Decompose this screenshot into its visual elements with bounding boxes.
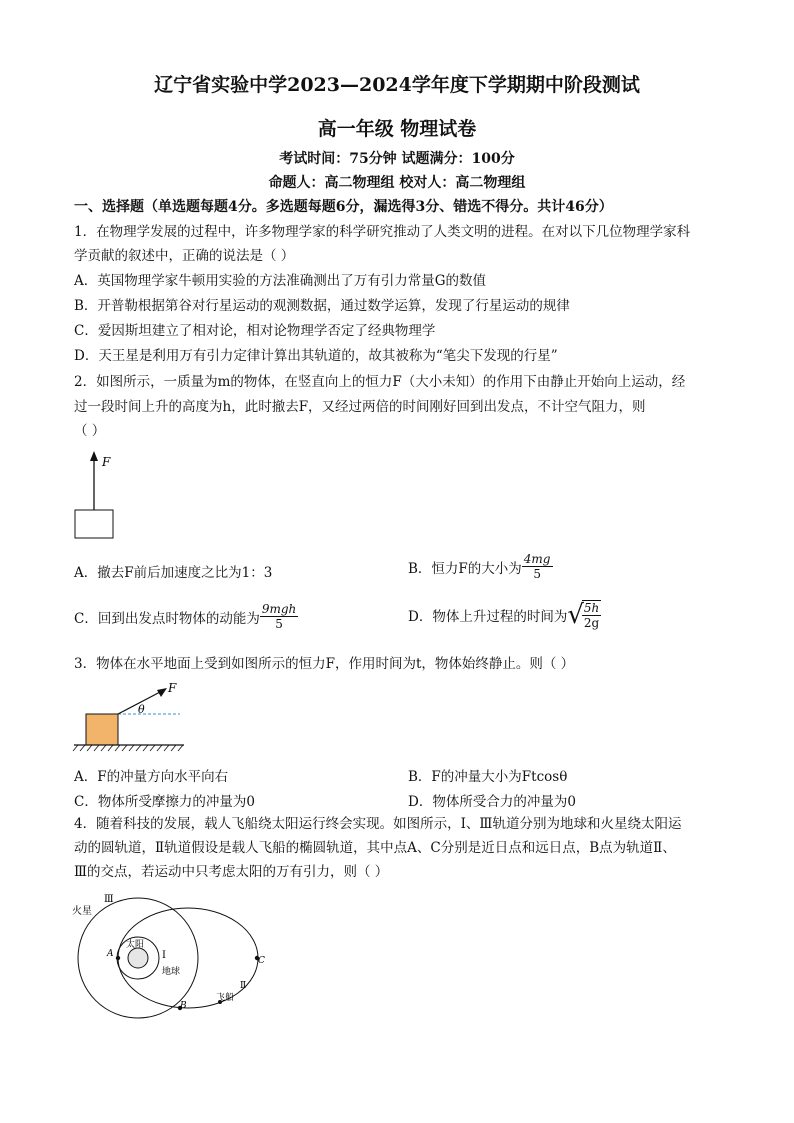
q4-label-orbit3: Ⅲ — [104, 894, 114, 905]
q3-force-diagram — [72, 678, 192, 756]
q2-option-b-text: B．恒力F的大小为 — [408, 560, 522, 577]
q4-point-a — [116, 956, 120, 960]
q2-option-b-den: 5 — [533, 567, 541, 581]
q2-option-c — [74, 602, 298, 631]
q4-stem-line1: 4．随着科技的发展，载人飞船绕太阳运行终会实现。如图所示，Ⅰ、Ⅲ轨道分别为地球和火星绕太阳运 — [74, 816, 682, 832]
q3-fig-theta-label: θ — [138, 703, 145, 716]
q4-label-orbit2: Ⅱ — [240, 981, 247, 991]
section-heading: 一、选择题（单选题每题4分。多选题每题6分，漏选得3分、错选不得分。共计46分） — [74, 199, 613, 215]
q4-stem-line3: Ⅲ的交点，若运动中只考虑太阳的万有引力，则（ ） — [74, 864, 389, 880]
exam-author-line: 命题人：高二物理组 校对人：高二物理组 — [268, 175, 526, 191]
q2-option-a: A．撤去F前后加速度之比为1：3 — [74, 565, 273, 581]
exam-title: 辽宁省实验中学2023—2024学年度下学期期中阶段测试 — [154, 74, 640, 96]
exam-time-line: 考试时间：75分钟 试题满分：100分 — [279, 151, 515, 167]
q2-option-b-fraction — [522, 552, 553, 581]
q2-option-c-fraction — [260, 602, 298, 631]
q1-option-c: C．爱因斯坦建立了相对论，相对论物理学否定了经典物理学 — [74, 323, 436, 339]
q2-option-d-text: D．物体上升过程的时间为 — [408, 609, 568, 625]
q2-option-d — [408, 600, 601, 630]
q2-option-d-den: 2g — [583, 616, 600, 630]
q2-option-c-den: 5 — [275, 617, 283, 631]
q3-fig-force-label: F — [168, 681, 177, 695]
q2-option-b-num: 4mg — [523, 552, 551, 566]
q2-option-d-num: 5h — [583, 601, 600, 615]
q4-label-a: A — [107, 949, 114, 959]
q2-stem-line3: （ ） — [74, 423, 106, 439]
q1-stem-line1: 1．在物理学发展的过程中，许多物理学家的科学研究推动了人类文明的进程。在对以下几位物理学家科 — [74, 224, 691, 240]
q2-option-b — [408, 552, 553, 581]
q4-label-ship: 飞船 — [216, 993, 235, 1003]
q4-label-b: B — [180, 1001, 187, 1011]
q2-option-c-num: 9mgh — [261, 602, 297, 616]
q4-label-sun: 太阳 — [126, 940, 145, 950]
q4-label-earth: 地球 — [162, 967, 181, 977]
q3-stem: 3．物体在水平地面上受到如图所示的恒力F，作用时间为t，物体始终静止。则（ ） — [74, 656, 575, 672]
q3-option-a: A．F的冲量方向水平向右 — [74, 769, 229, 785]
q3-option-c: C．物体所受摩擦力的冲量为0 — [74, 794, 255, 810]
q2-force-diagram — [70, 448, 130, 543]
q4-label-orbit1: Ⅰ — [162, 950, 166, 961]
q2-option-c-text: C．回到出发点时物体的动能为 — [74, 610, 260, 627]
q4-label-c: C — [258, 956, 265, 966]
q4-stem-line2: 动的圆轨道，Ⅱ轨道假设是载人飞船的椭圆轨道，其中点A、C分别是近日点和远日点，B点为轨道Ⅱ、 — [74, 840, 676, 856]
q3-option-b: B．F的冲量大小为Ftcosθ — [408, 769, 568, 785]
q1-option-b: B．开普勒根据第谷对行星运动的观测数据，通过数学运算，发现了行星运动的规律 — [74, 298, 570, 314]
exam-subtitle: 高一年级 物理试卷 — [317, 118, 477, 140]
q2-fig-force-label: F — [102, 455, 111, 469]
q2-stem-line1: 2．如图所示，一质量为m的物体，在竖直向上的恒力F（大小未知）的作用下由静止开始向上运动，经 — [74, 374, 686, 390]
q1-option-d: D．天王星是利用万有引力定律计算出其轨道的，故其被称为“笔尖下发现的行星” — [74, 348, 558, 364]
q4-orbit-diagram — [70, 892, 280, 1032]
q3-option-d: D．物体所受合力的冲量为0 — [408, 794, 576, 810]
q1-option-a: A．英国物理学家牛顿用实验的方法准确测出了万有引力常量G的数值 — [74, 273, 487, 289]
q4-label-mars: 火星 — [72, 906, 92, 917]
q1-stem-line2: 学贡献的叙述中，正确的说法是（ ） — [74, 248, 295, 264]
q2-stem-line2: 过一段时间上升的高度为h，此时撤去F，又经过两倍的时间刚好回到出发点，不计空气阻力，则 — [74, 399, 646, 415]
q2-option-d-sqrt: √ $\frac{5h}{2g}$ — [567, 600, 600, 630]
